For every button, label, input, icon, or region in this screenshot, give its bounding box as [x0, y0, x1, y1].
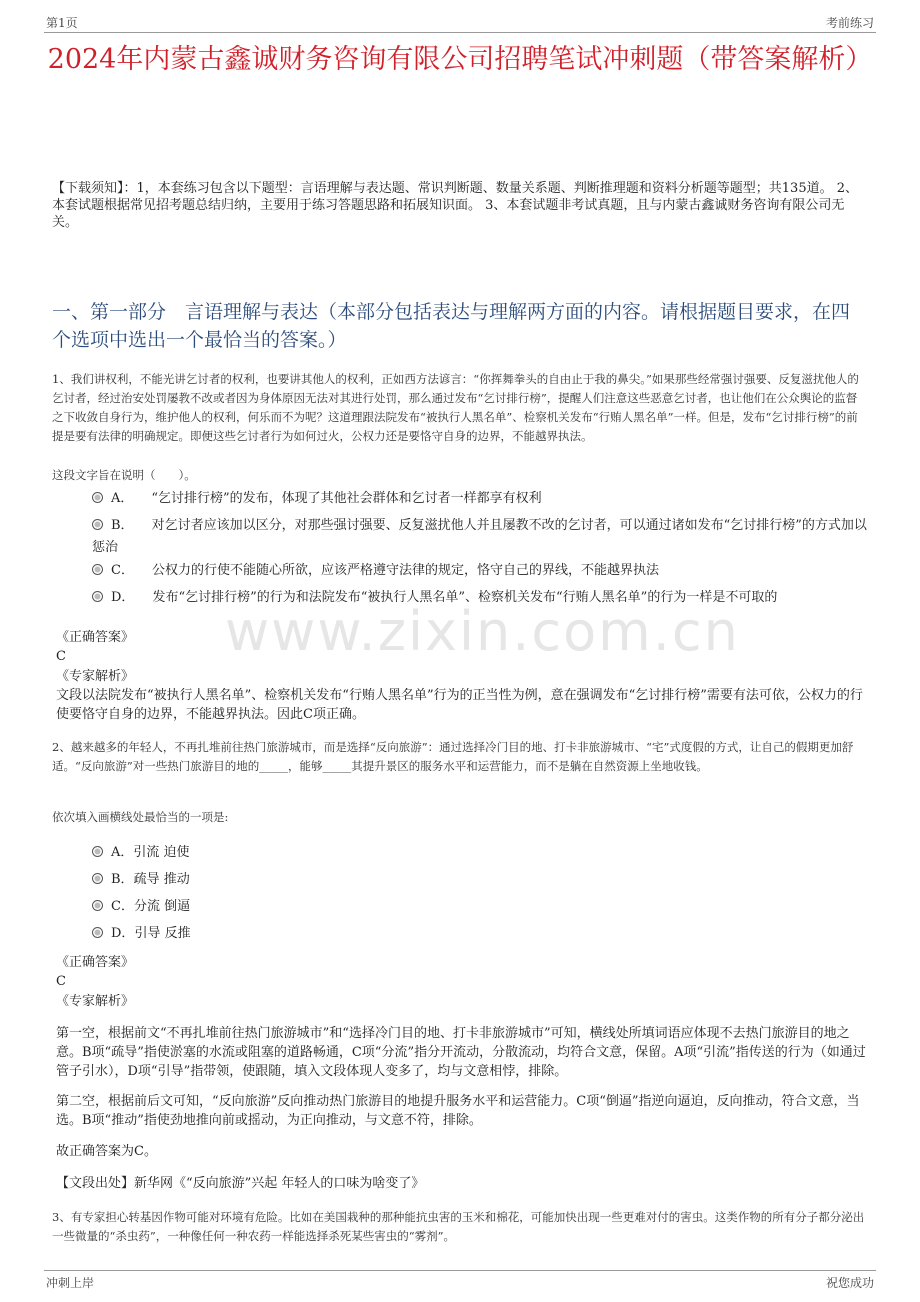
- radio-icon[interactable]: [92, 873, 103, 884]
- radio-icon[interactable]: [92, 927, 103, 938]
- radio-icon[interactable]: [92, 519, 103, 530]
- option-2d[interactable]: D．引导 反推: [92, 923, 868, 945]
- analysis-text-1: 文段以法院发布“被执行人黑名单”、检察机关发布“行贿人黑名单”行为的正当性为例，意在强调发布“乞讨排行榜”需要有法可依，公权力的行使要恪守自身的边界，不能越界执法。因此C项正确。: [56, 688, 863, 722]
- radio-icon[interactable]: [92, 900, 103, 911]
- option-2c[interactable]: C．分流 倒逼: [92, 896, 868, 918]
- analysis-paragraph-2: 第二空，根据前后文可知，“反向旅游”反向推动热门旅游目的地提升服务水平和运营能力。C项“倒逼”指逆向逼迫，反向推动，符合文意，当选。B项“推动”指使劲地推向前或摇动，为正向推动，与文意不符，排除。: [56, 1094, 860, 1128]
- question-3-text: 3、有专家担心转基因作物可能对环境有危险。比如在美国栽种的那种能抗虫害的玉米和棉花，可能加快出现一些更难对付的害虫。这类作物的所有分子都分泌出一些微量的“杀虫药”，一种像任何一种农药一样能选择杀死某些害虫的“雾剂”。: [52, 1210, 865, 1243]
- question-2-stem: 依次填入画横线处最恰当的一项是:: [52, 810, 229, 824]
- source-citation: 【文段出处】新华网《“反向旅游”兴起 年轻人的口味为啥变了》: [56, 1176, 425, 1191]
- answer-value-2: C: [56, 974, 66, 989]
- page-title: 2024年内蒙古鑫诚财务咨询有限公司招聘笔试冲刺题（带答案解析）: [47, 44, 873, 75]
- answer-label-1: 《正确答案》: [56, 630, 135, 645]
- footer-right: 祝您成功: [825, 1276, 874, 1290]
- question-1-stem: 这段文字旨在说明（ ）。: [52, 468, 196, 482]
- section-heading: 一、第一部分 言语理解与表达（本部分包括表达与理解两方面的内容。请根据题目要求，在四个选项中选出一个最恰当的答案。）: [52, 301, 851, 351]
- radio-icon[interactable]: [92, 846, 103, 857]
- answer-label-2: 《正确答案》: [56, 955, 135, 970]
- answer-value-1: C: [56, 649, 66, 664]
- footer-left: 冲刺上岸: [46, 1276, 95, 1290]
- option-2a[interactable]: A．引流 迫使: [92, 842, 868, 864]
- page-footer: [44, 1270, 876, 1291]
- analysis-label-2: 《专家解析》: [56, 994, 135, 1009]
- option-1a[interactable]: A． “乞讨排行榜”的发布，体现了其他社会群体和乞讨者一样都享有权利: [92, 488, 868, 510]
- page-number: 第1页: [46, 16, 78, 30]
- option-1c[interactable]: C． 公权力的行使不能随心所欲，应该严格遵守法律的规定，恪守自己的界线，不能越界执法: [92, 560, 868, 582]
- question-2-text: 2、越来越多的年轻人，不再扎堆前往热门旅游城市，而是选择“反向旅游”：通过选择冷门目的地、打卡非旅游城市、“宅”式度假的方式，让自己的假期更加舒适。“反向旅游”对一些热门旅游目的地的_____，能够_____其提升景区的服务水平和运营能力，而不是躺在自然资源上坐地收钱。: [52, 740, 854, 773]
- radio-icon[interactable]: [92, 564, 103, 575]
- header-tag: 考前练习: [825, 16, 874, 30]
- watermark: www.zixin.com.cn: [225, 600, 740, 663]
- download-notice: 【下载须知】：1，本套练习包含以下题型：言语理解与表达题、常识判断题、数量关系题、判断推理题和资料分析题等题型；共135道。 2、本套试题根据常见招考题总结归纳，主要用于练习答题思路和拓展知识面。 3、本套试题非考试真题，且与内蒙古鑫诚财务咨询有限公司无关。: [52, 181, 858, 230]
- page-header: [44, 12, 876, 33]
- analysis-conclusion: 故正确答案为C。: [56, 1144, 157, 1159]
- radio-icon[interactable]: [92, 492, 103, 503]
- option-1b[interactable]: B． 对乞讨者应该加以区分，对那些强讨强要、反复滋扰他人并且屡教不改的乞讨者，可以通过诸如发布“乞讨排行榜”的方式加以惩治: [92, 518, 867, 555]
- option-2b[interactable]: B．疏导 推动: [92, 869, 868, 891]
- option-1d[interactable]: D． 发布“乞讨排行榜”的行为和法院发布“被执行人黑名单”、检察机关发布“行贿人黑名单”的行为一样是不可取的: [92, 587, 868, 609]
- question-1-text: 1、我们讲权利，不能光讲乞讨者的权利，也要讲其他人的权利，正如西方法谚言：“你挥舞拳头的自由止于我的鼻尖。”如果那些经常强讨强要、反复滋扰他人的乞讨者，经过治安处罚屡教不改或者因为身体原因无法对其进行处罚，那么通过发布“乞讨排行榜”，提醒人们注意这些恶意乞讨者，也让他们在公众舆论的监督之下收敛自身行为，维护他人的权利，何乐而不为呢？这道理跟法院发布“被执行人黑名单”、检察机关发布“行贿人黑名单”一样。但是，发布“乞讨排行榜”的前提是要有法律的明确规定。即便这些乞讨者行为如何过火，公权力还是要恪守自身的边界，不能越界执法。: [52, 372, 859, 443]
- analysis-paragraph-1: 第一空，根据前文“不再扎堆前往热门旅游城市”和“选择冷门目的地、打卡非旅游城市”可知，横线处所填词语应体现不去热门旅游目的地之意。B项“疏导”指使淤塞的水流或阻塞的道路畅通，C项“分流”指分开流动，分散流动，均符合文意，保留。A项“引流”指传送的行为（如通过管子引水），D项“引导”指带领，使跟随，填入文段体现人变多了，均与文意相悖，排除。: [56, 1026, 866, 1079]
- radio-icon[interactable]: [92, 591, 103, 602]
- analysis-label-1: 《专家解析》: [56, 669, 135, 684]
